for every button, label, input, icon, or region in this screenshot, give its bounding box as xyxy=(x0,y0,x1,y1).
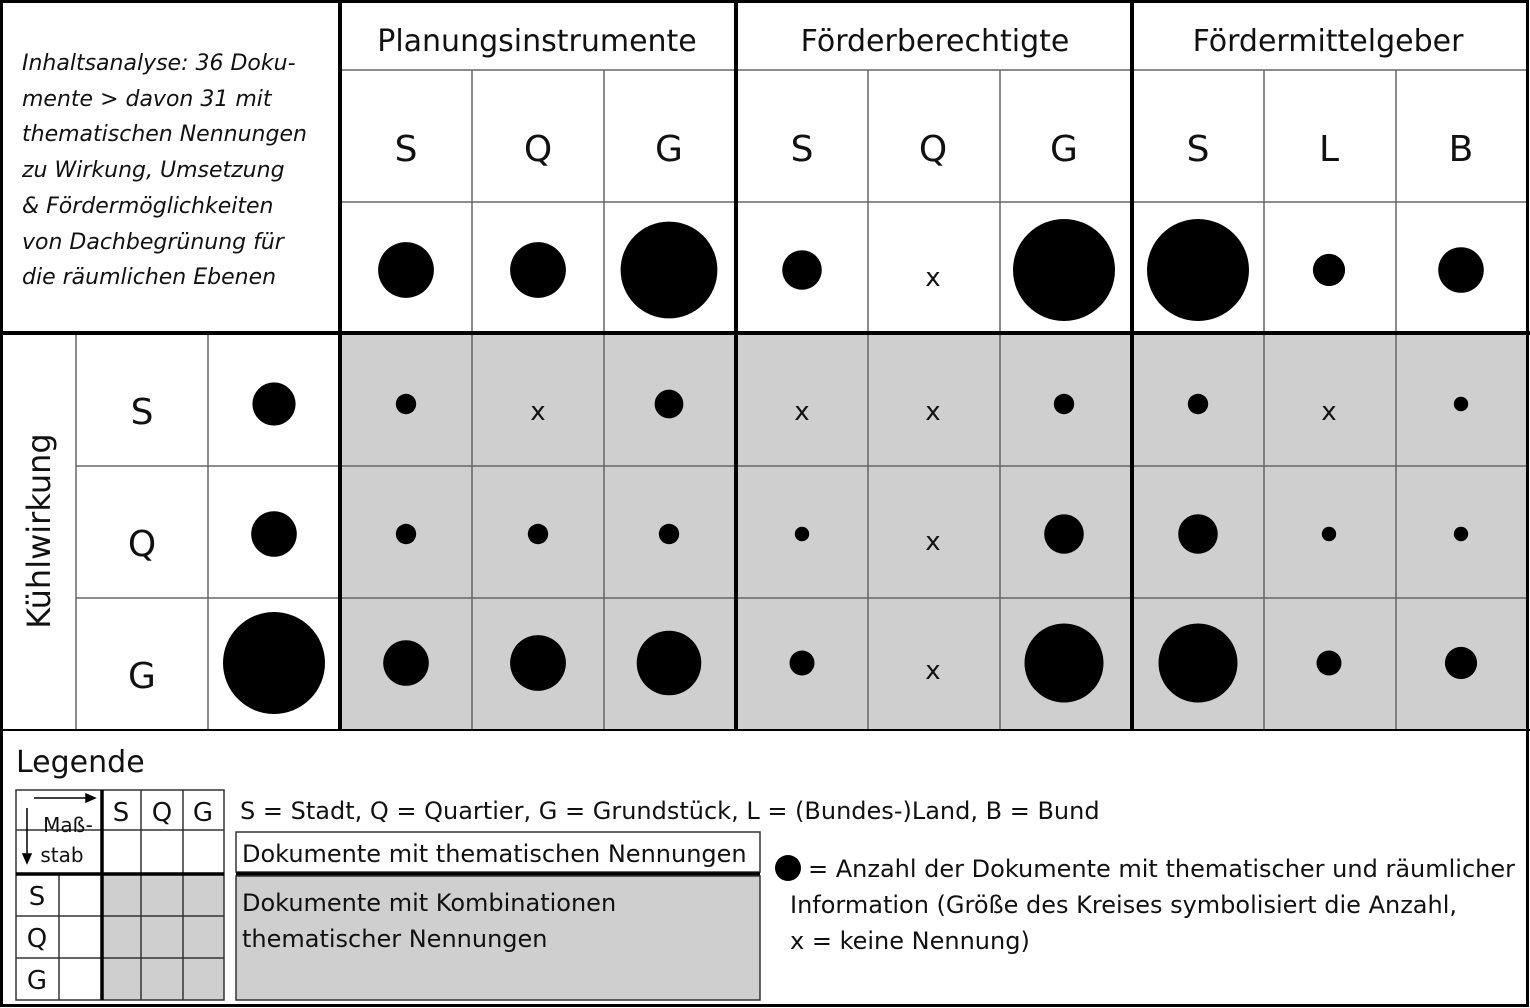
legend-mini-row: Q xyxy=(26,924,48,954)
group-header-planungsinstrumente: Planungsinstrumente xyxy=(377,24,697,59)
column-header: Q xyxy=(523,129,553,170)
matrix-cell-circle xyxy=(1044,514,1084,554)
row-total-circle xyxy=(251,511,297,557)
matrix-cell-circle xyxy=(1025,624,1104,703)
row-total-circle xyxy=(223,612,325,714)
matrix-cell-none: x xyxy=(925,656,941,686)
column-header: Q xyxy=(918,129,948,170)
matrix-cell-none: x xyxy=(794,397,810,427)
intro-line-4: zu Wirkung, Umsetzung xyxy=(22,158,285,183)
matrix-cell-circle xyxy=(528,524,548,544)
legend-grey-box-line2: thematischer Nennungen xyxy=(242,925,548,953)
legend-mini-row: G xyxy=(26,966,48,996)
legend-grey-box-line1: Dokumente mit Kombinationen xyxy=(242,889,617,917)
column-total-circle xyxy=(782,250,822,290)
legend-axis-label-top: Maß- xyxy=(43,813,93,837)
column-total-circle xyxy=(1313,254,1345,286)
group-header-foerdermittelgeber: Fördermittelgeber xyxy=(1192,24,1464,59)
column-total-none: x xyxy=(925,263,941,293)
matrix-cell-circle xyxy=(1188,394,1208,414)
legend-mini-header: Q xyxy=(151,798,173,828)
legend-abbreviations: S = Stadt, Q = Quartier, G = Grundstück, L = (Bundes-)Land, B = Bund xyxy=(240,797,1100,825)
column-total-circle xyxy=(621,222,718,319)
matrix-cell-none: x xyxy=(1321,397,1337,427)
group-header-foerderberechtigte: Förderberechtigte xyxy=(800,24,1070,59)
matrix-cell-circle xyxy=(396,394,416,414)
column-total-circle xyxy=(378,242,434,298)
column-header: G xyxy=(655,129,683,170)
legend-circle-line3: x = keine Nennung) xyxy=(790,927,1030,955)
intro-line-6: von Dachbegrünung für xyxy=(22,230,284,255)
intro-line-1: Inhaltsanalyse: 36 Doku- xyxy=(22,51,296,76)
intro-line-5: & Fördermöglichkeiten xyxy=(22,194,274,219)
matrix-cell-circle xyxy=(1454,397,1468,411)
topic-label: Kühlwirkung xyxy=(20,433,58,629)
matrix-cell-circle xyxy=(1159,624,1238,703)
matrix-cell-circle xyxy=(790,651,815,676)
matrix-cell-none: x xyxy=(925,397,941,427)
row-header: G xyxy=(128,656,156,697)
legend-mini-row: S xyxy=(28,882,46,912)
matrix-cell-circle xyxy=(655,390,684,419)
legend-mini-header: S xyxy=(112,798,130,828)
row-header: S xyxy=(130,392,154,433)
legend-circle-line1: = Anzahl der Dokumente mit thematischer und räumlicher xyxy=(808,855,1516,883)
matrix-cell-circle xyxy=(1054,394,1074,414)
column-total-circle xyxy=(510,242,566,298)
matrix-cell-circle xyxy=(659,524,679,544)
legend-title: Legende xyxy=(16,745,145,780)
matrix-cell-none: x xyxy=(530,397,546,427)
column-header: L xyxy=(1318,129,1340,170)
matrix-cell-circle xyxy=(1454,527,1468,541)
column-header: G xyxy=(1050,129,1078,170)
matrix-cell-circle xyxy=(795,527,809,541)
row-header: Q xyxy=(127,524,157,565)
legend-mini-grey xyxy=(102,874,224,1000)
matrix-cell-circle xyxy=(637,631,702,696)
matrix-cell-circle xyxy=(383,640,429,686)
intro-line-2: mente > davon 31 mit xyxy=(22,87,272,112)
matrix-cell-circle xyxy=(1178,514,1218,554)
legend-axis-label-bottom: stab xyxy=(40,843,84,867)
column-header: S xyxy=(1186,129,1210,170)
intro-line-3: thematischen Nennungen xyxy=(22,122,307,147)
column-total-circle xyxy=(1438,247,1484,293)
column-total-circle xyxy=(1013,219,1115,321)
column-header: B xyxy=(1448,129,1474,170)
column-header: S xyxy=(394,129,418,170)
matrix-cell-circle xyxy=(396,524,416,544)
matrix-cell-circle xyxy=(1317,651,1342,676)
legend-circle-icon xyxy=(775,855,801,881)
legend-mini-header: G xyxy=(192,798,214,828)
matrix-cell-circle xyxy=(510,635,566,691)
intro-line-7: die räumlichen Ebenen xyxy=(22,265,277,290)
column-header: S xyxy=(790,129,814,170)
legend-white-box-label: Dokumente mit thematischen Nennungen xyxy=(242,840,747,868)
column-total-circle xyxy=(1147,219,1249,321)
matrix-cell-circle xyxy=(1322,527,1336,541)
intro-text-block xyxy=(21,51,307,290)
matrix-cell-circle xyxy=(1445,647,1477,679)
legend-circle-line2: Information (Größe des Kreises symbolisiert die Anzahl, xyxy=(790,891,1458,919)
matrix-cell-none: x xyxy=(925,527,941,557)
row-total-circle xyxy=(252,382,295,425)
